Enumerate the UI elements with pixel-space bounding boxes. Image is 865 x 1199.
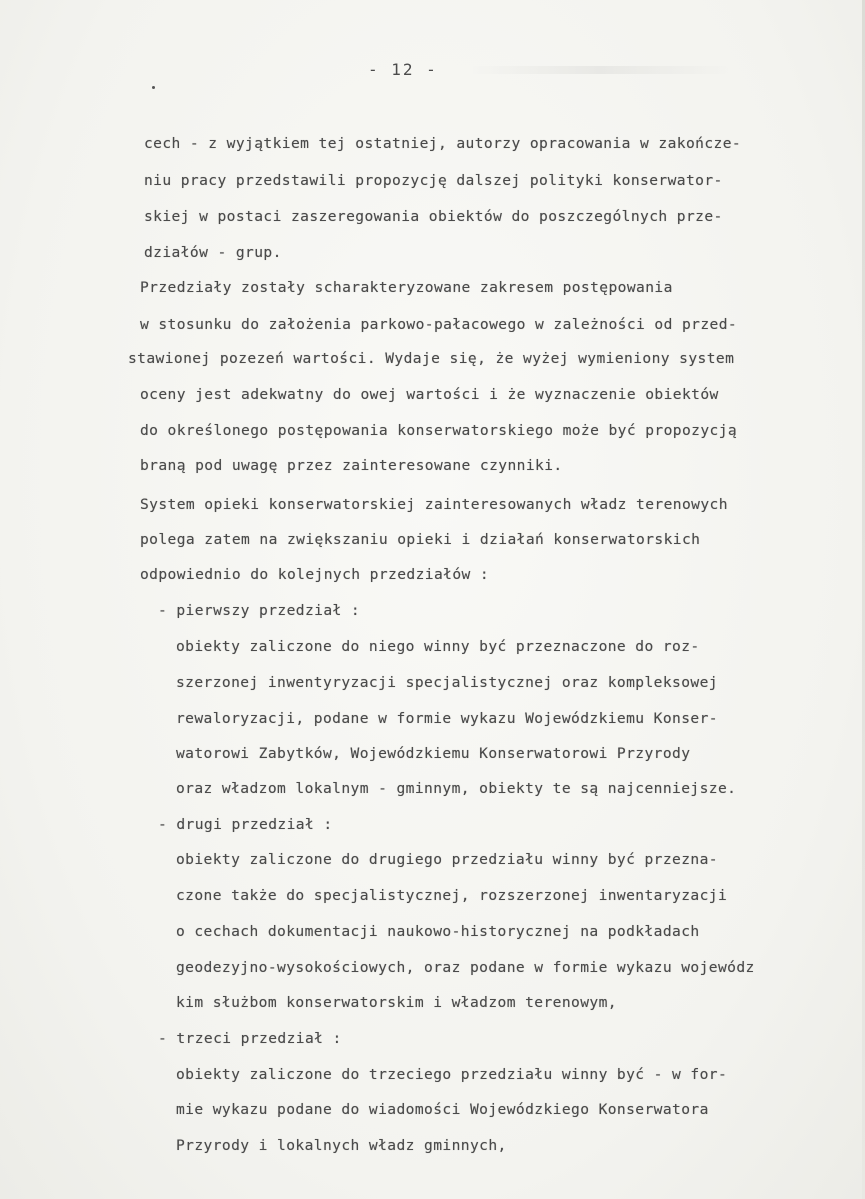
text-line: czone także do specjalistycznej, rozszerzonej inwentaryzacji (176, 887, 728, 904)
text-line: obiekty zaliczone do trzeciego przedziału winny być - w for- (176, 1066, 728, 1083)
page-number: - 12 - (368, 60, 438, 79)
text-line: działów - grup. (144, 244, 282, 261)
text-line: obiekty zaliczone do niego winny być przeznaczone do roz- (176, 638, 700, 655)
text-line: braną pod uwagę przez zainteresowane czynniki. (140, 457, 563, 474)
text-line: polega zatem na zwiększaniu opieki i działań konserwatorskich (140, 531, 701, 548)
text-line: oceny jest adekwatny do owej wartości i że wyznaczenie obiektów (140, 386, 719, 403)
stray-mark (152, 86, 155, 89)
text-line: odpowiednio do kolejnych przedziałów : (140, 566, 490, 583)
text-line: geodezyjno-wysokościowych, oraz podane w formie wykazu wojewódz (176, 959, 755, 976)
text-line: rewaloryzacji, podane w formie wykazu Wojewódzkiemu Konser- (176, 710, 718, 727)
text-line: mie wykazu podane do wiadomości Wojewódzkiego Konserwatora (176, 1101, 709, 1118)
text-line: stawionej pozezeń wartości. Wydaje się, że wyżej wymieniony system (128, 350, 735, 367)
text-line: watorowi Zabytków, Wojewódzkiemu Konserwatorowi Przyrody (176, 745, 691, 762)
text-line: kim służbom konserwatorskim i władzom terenowym, (176, 994, 617, 1011)
list-item-label: - pierwszy przedział : (158, 602, 361, 619)
text-line: niu pracy przedstawili propozycję dalszej polityki konserwator- (144, 172, 723, 189)
text-line: Przedziały zostały scharakteryzowane zakresem postępowania (140, 279, 673, 296)
list-item-label: - drugi przedział : (158, 816, 333, 833)
bleed-through-smudge (470, 66, 730, 74)
list-item-label: - trzeci przedział : (158, 1030, 342, 1047)
text-line: System opieki konserwatorskiej zainteresowanych władz terenowych (140, 496, 728, 513)
text-line: obiekty zaliczone do drugiego przedziału winny być przezna- (176, 851, 718, 868)
text-line: Przyrody i lokalnych władz gminnych, (176, 1137, 507, 1154)
text-line: skiej w postaci zaszeregowania obiektów do poszczególnych prze- (144, 208, 723, 225)
text-line: do określonego postępowania konserwatorskiego może być propozycją (140, 422, 738, 439)
text-line: oraz władzom lokalnym - gminnym, obiekty te są najcenniejsze. (176, 780, 737, 797)
text-line: o cechach dokumentacji naukowo-historycznej na podkładach (176, 923, 700, 940)
text-line: w stosunku do założenia parkowo-pałacowego w zależności od przed- (140, 316, 738, 333)
text-line: szerzonej inwentyryzacji specjalistycznej oraz kompleksowej (176, 674, 718, 691)
text-line: cech - z wyjątkiem tej ostatniej, autorzy opracowania w zakończe- (144, 135, 742, 152)
